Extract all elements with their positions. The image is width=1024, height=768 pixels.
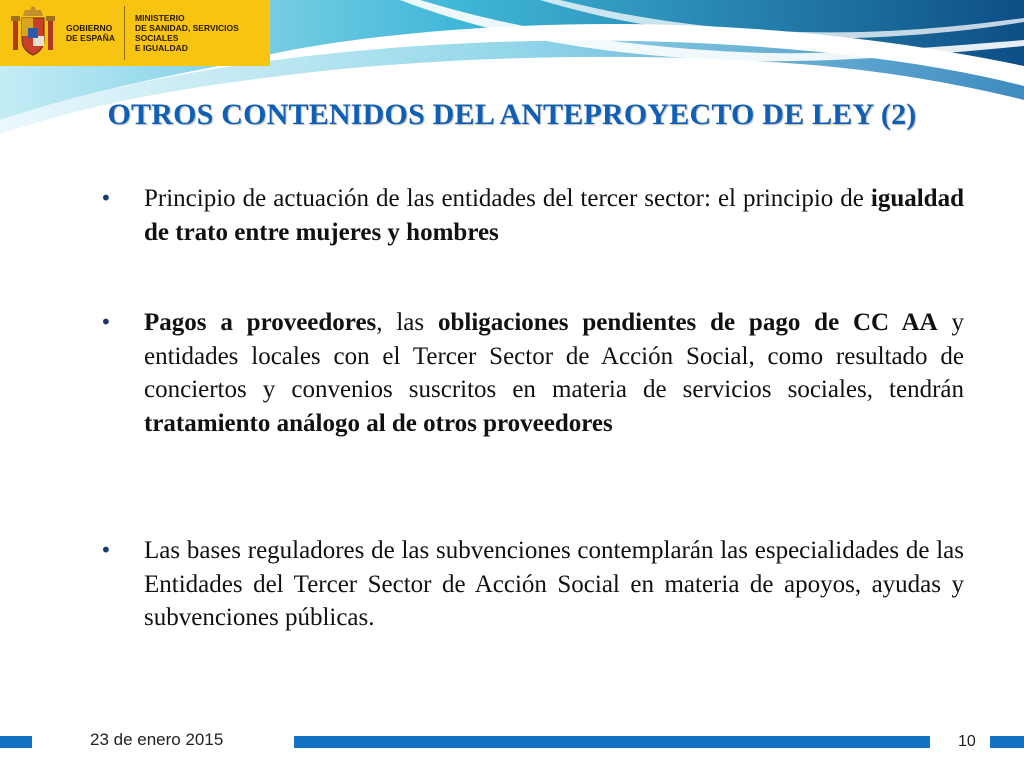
ministerio-line3: E IGUALDAD [135,43,188,53]
footer-bar-left [0,736,32,748]
coat-of-arms-icon [10,6,56,58]
text-run: Las bases reguladores de las subvenciones contemplarán las especialidades de las Entidades del Tercer Sector de Acción Social en materia de apoyos, ayudas y subvenciones públicas. [144,537,964,631]
bold-run: tratamiento análogo al de otros proveedores [144,409,613,437]
gobierno-line1: GOBIERNO [66,23,113,33]
bullet-item [100,182,964,249]
text-run: y entidades locales con el Tercer Sector de Acción Social, como resultado de conciertos y convenios suscritos en materia de servicios sociales, tendrán [144,309,965,403]
ministerio-line1: MINISTERIO [135,13,185,23]
bullet-text [144,534,964,635]
gobierno-label [66,0,115,66]
bold-run: Pagos a proveedores [144,309,377,336]
slide-number: 10 [958,733,976,750]
gobierno-line2: DE ESPAÑA [66,33,115,43]
bold-run: igualdad de trato entre mujeres y hombres [144,185,964,246]
text-run: , las [376,309,438,336]
government-logo [0,0,270,66]
logo-separator [124,6,125,60]
ministerio-line2: DE SANIDAD, SERVICIOS SOCIALES [135,23,239,43]
bullet-icon: • [100,310,112,334]
ministerio-label [135,0,270,66]
bullet-icon: • [100,538,112,562]
bullet-item [100,534,964,635]
footer-bar-right [990,736,1024,748]
footer-date: 23 de enero 2015 [90,730,224,749]
bullet-text [144,182,964,249]
footer-bar-center [294,736,930,748]
slide-title: OTROS CONTENIDOS DEL ANTEPROYECTO DE LEY (2) [107,98,917,131]
text-run: Principio de actuación de las entidades del tercer sector: el principio de [144,185,871,212]
bold-run: obligaciones pendientes de pago de CC AA [437,309,938,336]
bullet-item [100,306,964,440]
bullet-text [144,306,964,440]
bullet-icon: • [100,186,112,210]
